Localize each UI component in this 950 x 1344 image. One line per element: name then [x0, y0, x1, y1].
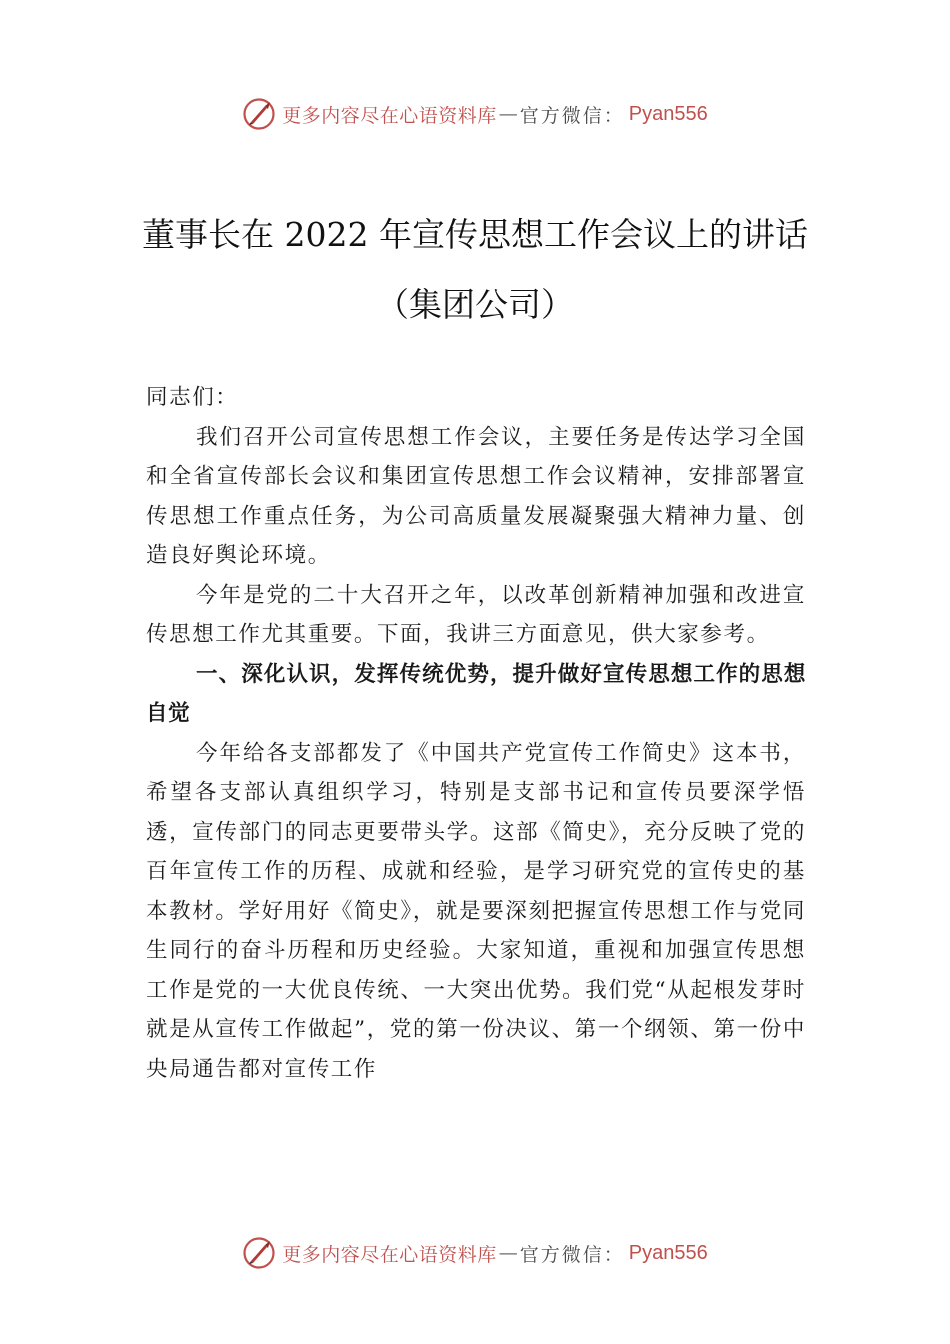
ad-text: 更多内容尽在心语资料库: [282, 104, 497, 127]
wechat-id: Pyan556: [628, 102, 708, 125]
paragraph: 今年是党的二十大召开之年，以改革创新精神加强和改进宣传思想工作尤其重要。下面，我讲三方面意见，供大家参考。: [146, 582, 806, 647]
wechat-id: Pyan556: [628, 1241, 708, 1264]
section-heading: 一、深化认识，发挥传统优势，提升做好宣传思想工作的思想自觉: [146, 661, 806, 726]
wechat-label: 官方微信：: [519, 1243, 625, 1266]
quill-logo-icon: [242, 97, 276, 131]
separator-dash: —: [498, 103, 518, 125]
document-body: [146, 378, 806, 1089]
footer-banner: [0, 1233, 950, 1273]
ad-text: 更多内容尽在心语资料库: [282, 1243, 497, 1266]
paragraph: 今年给各支部都发了《中国共产党宣传工作简史》这本书，希望各支部认真组织学习，特别是支部书记和宣传员要深学悟透，宣传部门的同志更要带头学。这部《简史》，充分反映了党的百年宣传工作的历程、成就和经验，是学习研究党的宣传史的基本教材。学好用好《简史》，就是要深刻把握宣传思想工作与党同生同行的奋斗历程和历史经验。大家知道，重视和加强宣传思想工作是党的一大优良传统、一大突出优势。我们党“从起根发芽时就是从宣传工作做起”，党的第一份决议、第一个纲领、第一份中央局通告都对宣传工作: [146, 740, 806, 1082]
header-banner: [0, 94, 950, 134]
wechat-label: 官方微信：: [519, 104, 625, 127]
salutation: 同志们：: [146, 385, 239, 410]
quill-logo-icon: [242, 1236, 276, 1270]
document-title: 董事长在 2022 年宣传思想工作会议上的讲话（集团公司）: [142, 215, 808, 324]
separator-dash: —: [498, 1242, 518, 1264]
paragraph: 我们召开公司宣传思想工作会议，主要任务是传达学习全国和全省宣传部长会议和集团宣传思想工作会议精神，安排部署宣传思想工作重点任务，为公司高质量发展凝聚强大精神力量、创造良好舆论环境。: [146, 424, 806, 568]
